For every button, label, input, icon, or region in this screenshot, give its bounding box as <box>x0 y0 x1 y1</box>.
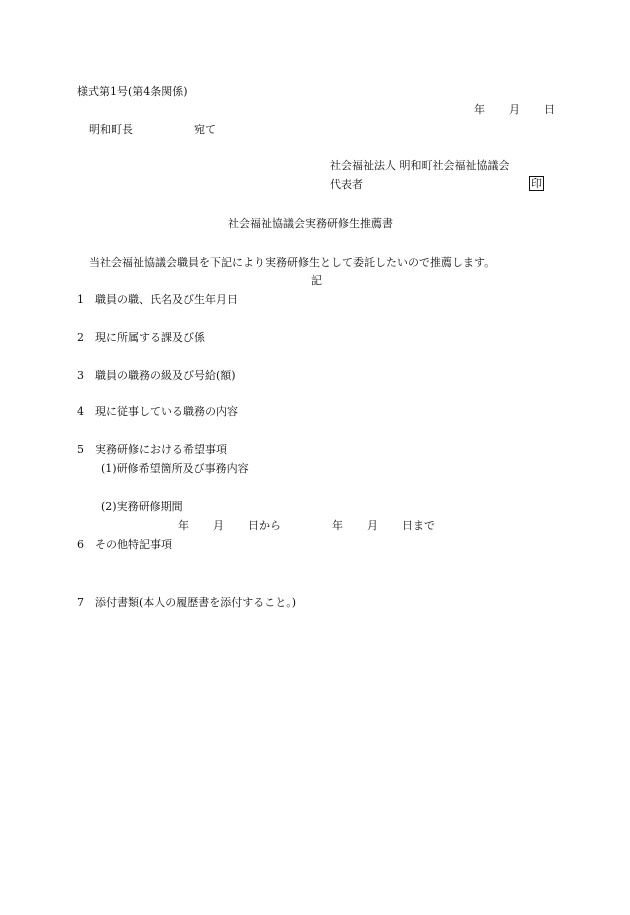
seal-mark: 印 <box>531 177 542 190</box>
item-4-text: 現に従事している職務の内容 <box>95 405 238 418</box>
ki-label: 記 <box>311 274 322 287</box>
period-to-year: 年 <box>332 519 343 532</box>
item-1-text: 職員の職、氏名及び生年月日 <box>95 293 238 306</box>
item-2-text: 現に所属する課及び係 <box>95 331 205 344</box>
date-month-label: 月 <box>509 103 520 116</box>
period-from-day: 日から <box>248 519 281 532</box>
period-to-day: 日まで <box>402 519 435 532</box>
date-day-label: 日 <box>544 103 555 116</box>
addressee-suffix: 宛て <box>194 123 216 136</box>
form-number: 様式第1号(第4条関係) <box>77 85 188 98</box>
item-3-text: 職員の職務の級及び号給(額) <box>95 369 236 382</box>
sender-organization: 社会福祉法人 明和町社会福祉協議会 <box>330 159 510 172</box>
date-year-label: 年 <box>474 103 485 116</box>
item-6-text: その他特記事項 <box>95 538 172 551</box>
sender-representative: 代表者 <box>330 178 363 191</box>
item-1-number: 1 <box>77 293 84 306</box>
item-7-text: 添付書類(本人の履歴書を添付すること。) <box>95 596 297 609</box>
sub-item-location: (1)研修希望箇所及び事務内容 <box>101 462 249 475</box>
item-5-number: 5 <box>77 443 84 456</box>
period-from-month: 月 <box>213 519 224 532</box>
period-from-year: 年 <box>178 519 189 532</box>
item-6-number: 6 <box>77 538 84 551</box>
sub-item-period: (2)実務研修期間 <box>101 500 183 513</box>
body-text: 当社会福祉協議会職員を下記により実務研修生として委託したいので推薦します。 <box>89 256 496 269</box>
addressee-name: 明和町長 <box>89 123 133 136</box>
item-4-number: 4 <box>77 405 84 418</box>
item-3-number: 3 <box>77 369 84 382</box>
item-2-number: 2 <box>77 331 84 344</box>
item-5-text: 実務研修における希望事項 <box>95 443 227 456</box>
item-7-number: 7 <box>77 596 84 609</box>
document-title: 社会福祉協議会実務研修生推薦書 <box>228 217 393 230</box>
period-to-month: 月 <box>367 519 378 532</box>
